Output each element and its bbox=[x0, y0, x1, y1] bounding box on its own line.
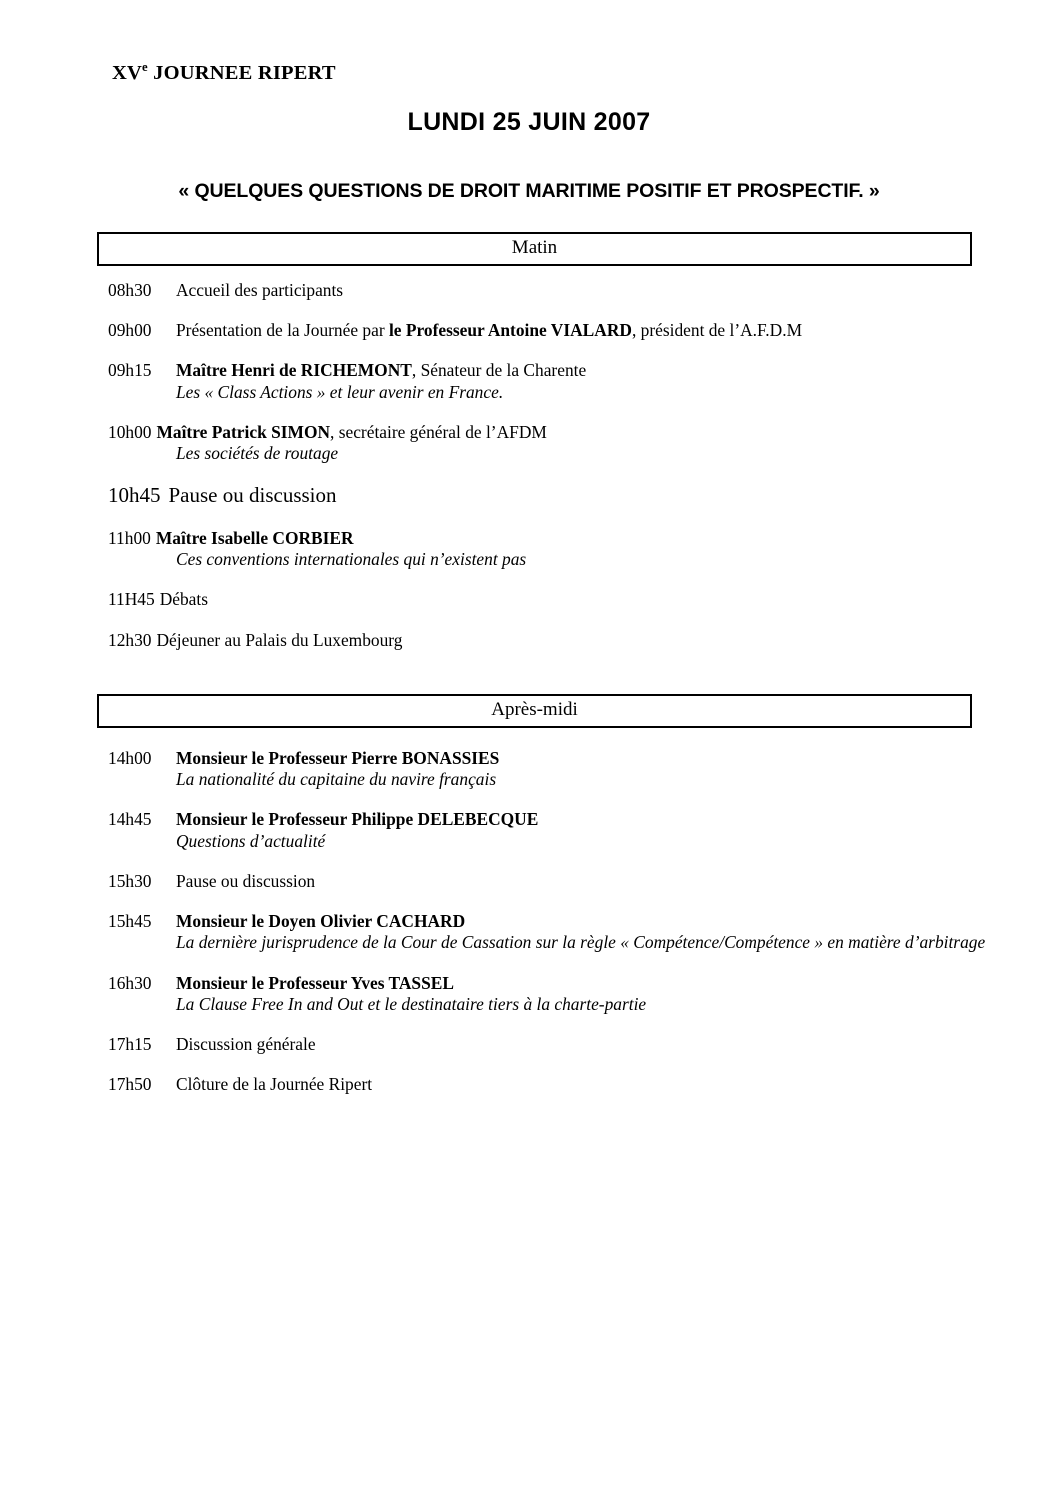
entry-text: Déjeuner au Palais du Luxembourg bbox=[156, 629, 403, 650]
schedule-entry bbox=[108, 360, 978, 402]
schedule-entry bbox=[108, 630, 978, 651]
entry-speaker: Monsieur le Professeur Philippe DELEBECQUE bbox=[176, 809, 539, 830]
entry-text: Accueil des participants bbox=[176, 280, 344, 300]
schedule-entry bbox=[108, 528, 978, 570]
entry-subtitle: La dernière jurisprudence de la Cour de Cassation sur la règle « Compétence/Compétence » en matière d’arbitrage bbox=[176, 932, 986, 953]
document-header bbox=[112, 62, 336, 85]
entry-time: 15h30 bbox=[108, 870, 152, 891]
entry-subtitle: Les « Class Actions » et leur avenir en France. bbox=[176, 381, 504, 402]
entry-time: 14h00 bbox=[108, 748, 152, 768]
section-header-afternoon: Après-midi bbox=[97, 694, 972, 728]
header-rest: JOURNEE RIPERT bbox=[147, 62, 336, 84]
header-prefix: XV bbox=[112, 62, 143, 84]
schedule-entry bbox=[108, 280, 978, 301]
entry-subtitle: La Clause Free In and Out et le destinataire tiers à la charte-partie bbox=[176, 993, 647, 1014]
schedule-entry bbox=[108, 973, 978, 1015]
entry-time: 08h30 bbox=[108, 280, 152, 300]
schedule-entry bbox=[108, 809, 978, 851]
entry-time: 09h15 bbox=[108, 360, 152, 381]
schedule-entry bbox=[108, 871, 978, 892]
schedule-morning bbox=[108, 280, 978, 651]
entry-text: Pause ou discussion bbox=[176, 870, 316, 891]
entry-time: 12h30 bbox=[108, 629, 152, 650]
schedule-entry bbox=[108, 1034, 978, 1055]
entry-time: 11H45 bbox=[108, 589, 155, 610]
entry-subtitle: La nationalité du capitaine du navire français bbox=[176, 769, 497, 790]
entry-text: Pause ou discussion bbox=[168, 483, 337, 508]
entry-time: 17h15 bbox=[108, 1034, 152, 1055]
entry-time: 11h00 bbox=[108, 528, 151, 549]
header-superscript: e bbox=[142, 60, 148, 75]
entry-text: Débats bbox=[159, 589, 208, 610]
entry-speaker: Monsieur le Doyen Olivier CACHARD bbox=[176, 911, 466, 932]
entry-text-lead: Présentation de la Journée par bbox=[176, 320, 389, 341]
entry-text-trail: , Sénateur de la Charente bbox=[411, 360, 587, 381]
entry-speaker: Monsieur le Professeur Yves TASSEL bbox=[176, 972, 454, 993]
schedule-entry bbox=[108, 422, 978, 464]
entry-speaker: Monsieur le Professeur Pierre BONASSIES bbox=[176, 748, 500, 768]
entry-text-trail: , secrétaire général de l’AFDM bbox=[330, 421, 547, 442]
entry-speaker: Maître Henri de RICHEMONT bbox=[176, 360, 412, 381]
entry-subtitle: Ces conventions internationales qui n’existent pas bbox=[176, 549, 527, 570]
entry-time: 15h45 bbox=[108, 911, 152, 932]
entry-time: 09h00 bbox=[108, 320, 152, 341]
schedule-entry bbox=[108, 483, 978, 509]
schedule-afternoon bbox=[108, 748, 986, 1096]
entry-time: 16h30 bbox=[108, 972, 152, 993]
entry-time: 14h45 bbox=[108, 809, 152, 830]
document-subtitle: « QUELQUES QUESTIONS DE DROIT MARITIME POSITIF ET PROSPECTIF. » bbox=[178, 180, 880, 202]
entry-time: 17h50 bbox=[108, 1074, 152, 1095]
document-date: LUNDI 25 JUIN 2007 bbox=[407, 108, 651, 136]
entry-text: Discussion générale bbox=[176, 1034, 316, 1055]
entry-time: 10h00 bbox=[108, 421, 152, 442]
entry-text: Clôture de la Journée Ripert bbox=[176, 1074, 373, 1095]
entry-speaker: Maître Isabelle CORBIER bbox=[155, 528, 354, 549]
entry-text-trail: , président de l’A.F.D.M bbox=[631, 320, 803, 341]
entry-subtitle: Questions d’actualité bbox=[176, 830, 326, 851]
entry-speaker: le Professeur Antoine VIALARD bbox=[388, 320, 632, 341]
schedule-entry bbox=[108, 320, 978, 341]
entry-subtitle: Les sociétés de routage bbox=[176, 443, 339, 464]
schedule-entry bbox=[108, 748, 978, 790]
schedule-entry bbox=[108, 1074, 978, 1095]
entry-time: 10h45 bbox=[108, 483, 161, 508]
schedule-entry bbox=[108, 589, 978, 610]
entry-speaker: Maître Patrick SIMON bbox=[156, 421, 331, 442]
section-header-morning: Matin bbox=[97, 232, 972, 266]
schedule-entry bbox=[108, 911, 986, 953]
